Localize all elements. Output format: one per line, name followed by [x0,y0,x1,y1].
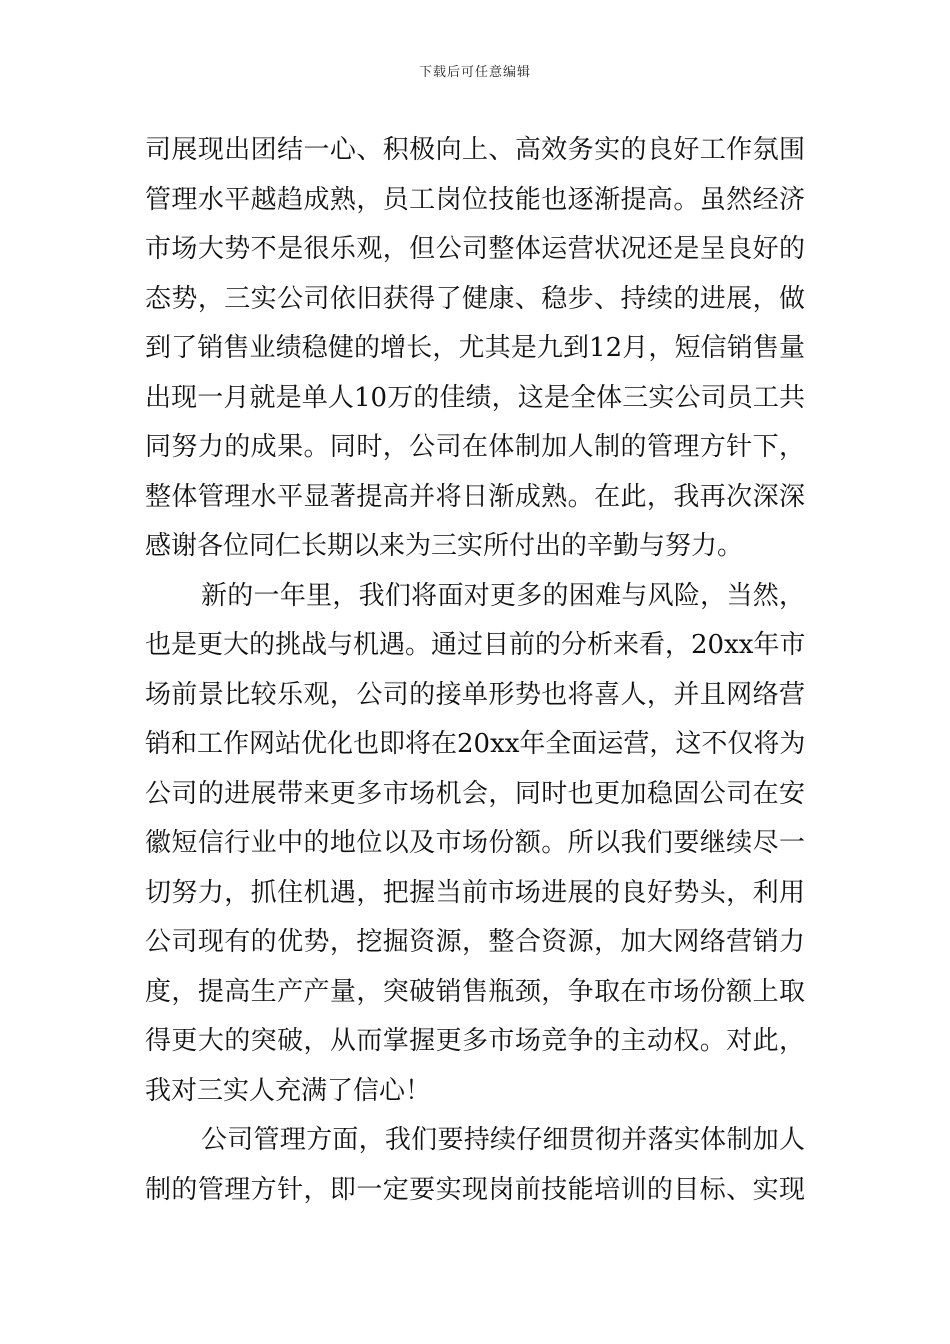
text-line: 司展现出团结一心、积极向上、高效务实的良好工作氛围 [145,135,805,165]
text-line: 感谢各位同仁长期以来为三实所付出的辛勤与努力。 [145,531,744,561]
text-line: 公司管理方面，我们要持续仔细贯彻并落实体制加人 [201,1125,805,1155]
text-line: 同努力的成果。同时，公司在体制加人制的管理方针下， [145,432,805,462]
text-line: 出现一月就是单人10万的佳绩，这是全体三实公司员工共 [145,382,805,413]
text-line: 切努力，抓住机遇，把握当前市场进展的良好势头，利用 [145,877,805,908]
text-line: 公司的进展带来更多市场机会，同时也更加稳固公司在安 [145,778,805,809]
text-line: 态势，三实公司依旧获得了健康、稳步、持续的进展，做 [145,283,805,314]
page-header: 下载后可任意编辑 [418,65,531,80]
text-line: 也是更大的挑战与机遇。通过目前的分析来看，20xx年市 [145,630,805,660]
text-line: 新的一年里，我们将面对更多的困难与风险，当然， [201,580,805,611]
text-line: 管理水平越趋成熟，员工岗位技能也逐渐提高。虽然经济 [145,184,805,215]
text-line: 公司现有的优势，挖掘资源，整合资源，加大网络营销力 [145,927,805,957]
document-body [145,126,805,1215]
text-line: 场前景比较乐观，公司的接单形势也将喜人，并且网络营 [145,679,805,710]
text-line: 到了销售业绩稳健的增长，尤其是九到12月，短信销售量 [145,333,805,363]
text-line: 度，提高生产产量，突破销售瓶颈，争取在市场份额上取 [145,976,805,1007]
text-line: 整体管理水平显著提高并将日渐成熟。在此，我再次深深 [145,481,805,512]
text-line: 得更大的突破，从而掌握更多市场竞争的主动权。对此， [145,1026,805,1056]
text-line: 制的管理方针，即一定要实现岗前技能培训的目标、实现 [145,1174,805,1205]
text-line: 徽短信行业中的地位以及市场份额。所以我们要继续尽一 [145,828,805,858]
text-line: 我对三实人充满了信心！ [145,1075,432,1106]
text-line: 销和工作网站优化也即将在20xx年全面运营，这不仅将为 [145,729,805,759]
text-line: 市场大势不是很乐观，但公司整体运营状况还是呈良好的 [145,234,805,264]
